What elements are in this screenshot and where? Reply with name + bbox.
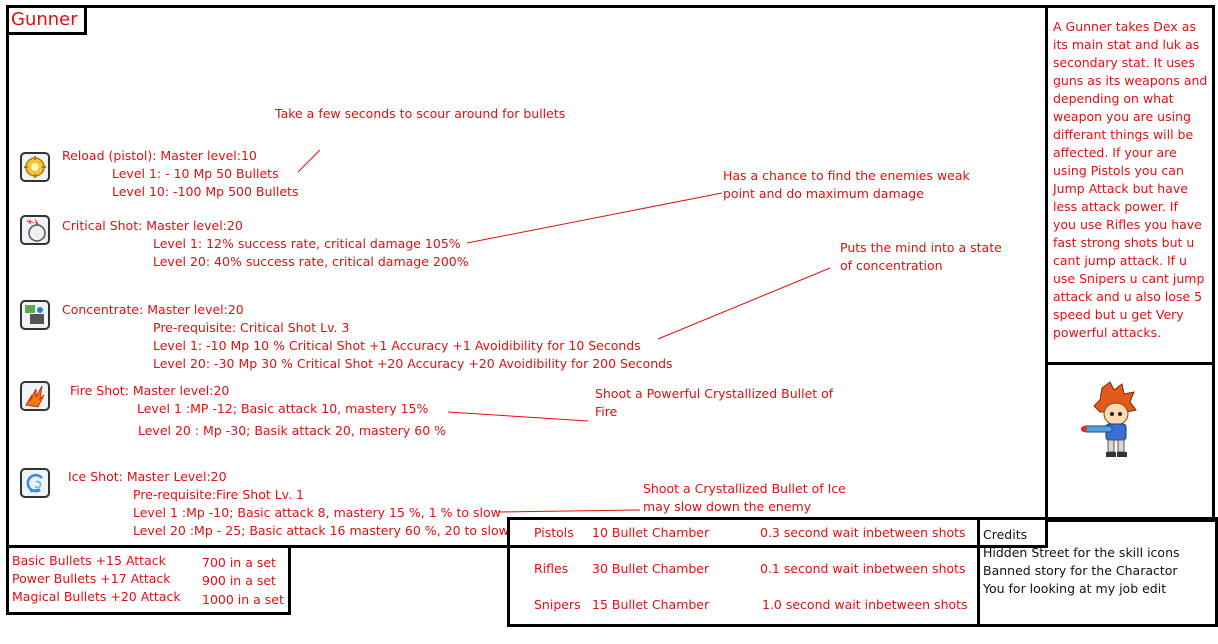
connector-line — [298, 150, 320, 172]
skill-note: Puts the mind into a state — [840, 240, 1002, 255]
skill-name: Reload (pistol): Master level:10 — [62, 148, 257, 163]
skill-level-line: Level 10: -100 Mp 500 Bullets — [112, 184, 299, 199]
weapon-wait: 0.1 second wait inbetween shots — [760, 561, 966, 576]
bullet-set: 900 in a set — [202, 573, 276, 588]
description-line: you use Rifles you have — [1053, 217, 1202, 232]
skill-level-line: Level 20: 40% success rate, critical damage 200% — [153, 254, 469, 269]
description-line: fast strong shots but u — [1053, 235, 1195, 250]
skill-level-line: Level 1 :MP -12; Basic attack 10, mastery 15% — [137, 401, 429, 416]
skill-level-line: Level 1 :Mp -10; Basic attack 8, mastery 15 %, 1 % to slow — [133, 505, 501, 520]
skill-level-line: Level 20 :Mp - 25; Basic attack 16 mastery 60 %, 20 to slow — [133, 523, 509, 538]
credits-line: You for looking at my job edit — [983, 581, 1167, 596]
skill-name: Ice Shot: Master Level:20 — [68, 469, 227, 484]
credits-text — [983, 526, 1180, 598]
bullet-set: 1000 in a set — [202, 592, 284, 607]
description-line: cant jump attack. If u — [1053, 253, 1187, 268]
connector-line — [658, 268, 830, 339]
weapon-chamber: 10 Bullet Chamber — [592, 525, 710, 540]
page-title: Gunner — [11, 9, 78, 30]
skill-level-line: Level 1: -10 Mp 10 % Critical Shot +1 Accuracy +1 Avoidibility for 10 Seconds — [153, 338, 641, 353]
weapon-name: Rifles — [534, 561, 569, 576]
description-line: using Pistols you can — [1053, 163, 1184, 178]
skill-note: of concentration — [840, 258, 943, 273]
description-line: depending on what — [1053, 91, 1174, 106]
skill-note: Shoot a Crystallized Bullet of Ice — [643, 481, 846, 496]
skill-note: Fire — [595, 404, 618, 419]
weapon-chamber: 30 Bullet Chamber — [592, 561, 710, 576]
weapon-chamber: 15 Bullet Chamber — [592, 597, 710, 612]
skill-level-line: Level 20: -30 Mp 30 % Critical Shot +20 Accuracy +20 Avoidibility for 200 Seconds — [153, 356, 673, 371]
skill-level-line: Level 1: 12% success rate, critical damage 105% — [153, 236, 461, 251]
description-line: weapon you are using — [1053, 109, 1191, 124]
description-line: A Gunner takes Dex as — [1053, 19, 1196, 34]
description-line: Jump Attack but have — [1053, 181, 1188, 196]
description-line: affected. If your are — [1053, 145, 1177, 160]
credits-title: Credits — [983, 527, 1028, 542]
description-line: guns as its weapons and — [1053, 73, 1208, 88]
weapon-name: Pistols — [534, 525, 574, 540]
bullet-name: Magical Bullets +20 Attack — [12, 589, 181, 604]
skill-level-line: Level 20 : Mp -30; Basik attack 20, mastery 60 % — [138, 423, 447, 438]
skill-level-line: Pre-requisite:Fire Shot Lv. 1 — [133, 487, 305, 502]
skill-note: Take a few seconds to scour around for bullets — [275, 106, 566, 121]
credits-line: Hidden Street for the skill icons — [983, 545, 1180, 560]
bullet-name: Basic Bullets +15 Attack — [12, 553, 166, 568]
bullet-set: 700 in a set — [202, 555, 276, 570]
skill-level-line: Pre-requisite: Critical Shot Lv. 3 — [153, 320, 350, 335]
skill-name: Concentrate: Master level:20 — [62, 302, 244, 317]
skill-name: Fire Shot: Master level:20 — [70, 383, 230, 398]
connector-line — [448, 412, 588, 421]
bullet-name: Power Bullets +17 Attack — [12, 571, 171, 586]
weapon-wait: 1.0 second wait inbetween shots — [762, 597, 968, 612]
credits-line: Banned story for the Charactor — [983, 563, 1178, 578]
description-line: powerful attacks. — [1053, 325, 1162, 340]
description-line: its main stat and luk as — [1053, 37, 1200, 52]
skill-name: Critical Shot: Master level:20 — [62, 218, 243, 233]
skill-note: Has a chance to find the enemies weak — [723, 168, 970, 183]
description-line: secondary stat. It uses — [1053, 55, 1195, 70]
description-line: less attack power. If — [1053, 199, 1178, 214]
description-line: attack and u also lose 5 — [1053, 289, 1203, 304]
description-line: speed but u get Very — [1053, 307, 1184, 322]
weapon-name: Snipers — [534, 597, 581, 612]
connector-line — [467, 193, 722, 243]
skill-note: Shoot a Powerful Crystallized Bullet of — [595, 386, 834, 401]
description-line: differant things will be — [1053, 127, 1194, 142]
weapon-wait: 0.3 second wait inbetween shots — [760, 525, 966, 540]
skill-level-line: Level 1: - 10 Mp 50 Bullets — [112, 166, 279, 181]
skill-note: point and do maximum damage — [723, 186, 924, 201]
connector-line — [498, 510, 640, 512]
skill-note: may slow down the enemy — [643, 499, 812, 514]
description-line: use Snipers u cant jump — [1053, 271, 1205, 286]
